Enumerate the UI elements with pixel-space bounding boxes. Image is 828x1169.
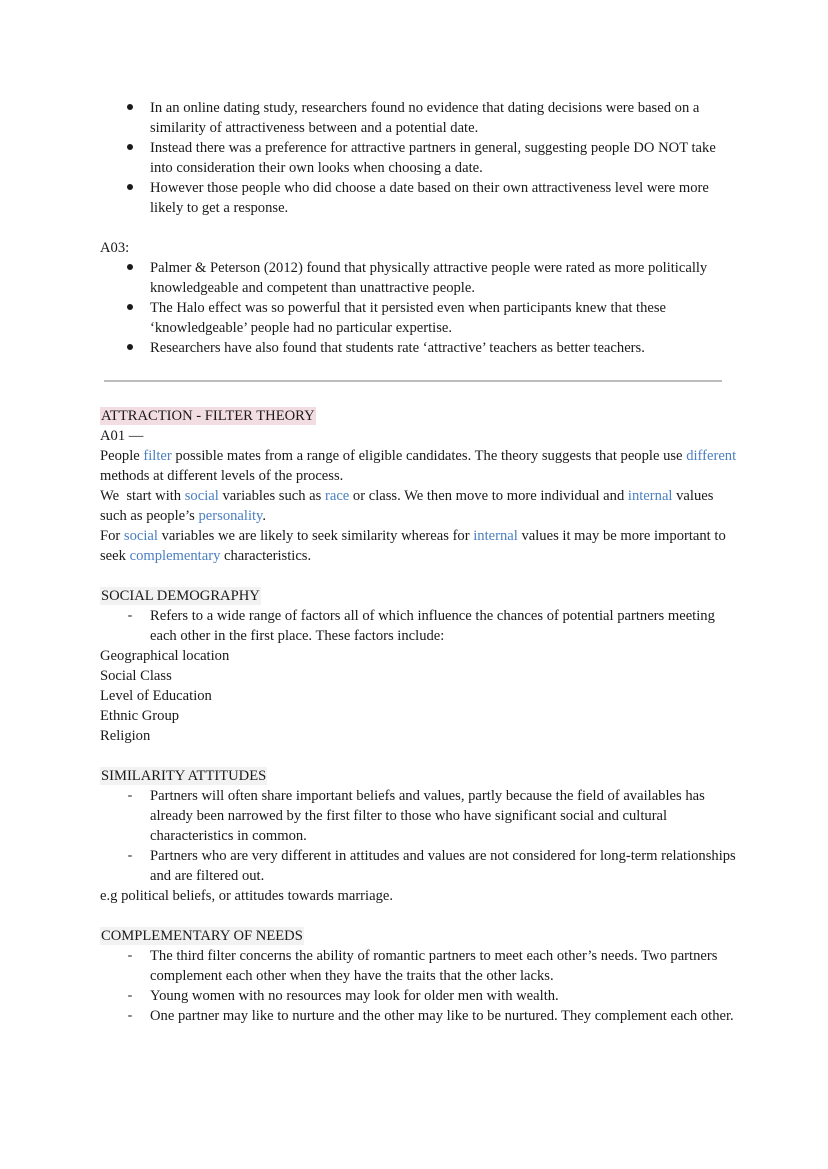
section-title-complementary-needs (100, 926, 740, 946)
factor-item: Religion (100, 728, 151, 744)
bullet-item (100, 298, 740, 338)
keyword-race: race (324, 488, 350, 504)
text-run: methods at different levels of the process. (100, 468, 344, 484)
complementary-needs-title: COMPLEMENTARY OF NEEDS (101, 928, 303, 944)
dash-item (100, 946, 740, 986)
ao3-bullets (100, 258, 740, 358)
dash-item (100, 846, 740, 886)
dash-text: Partners who are very different in attitudes and values are not considered for long-term relationships and are filtered out. (150, 848, 736, 884)
bullet-item (100, 338, 740, 358)
social-demography-bullets (100, 606, 740, 646)
online-dating-bullets (100, 98, 740, 218)
keyword-different: different (686, 448, 737, 464)
bullet-icon (124, 138, 136, 158)
dash-item (100, 1006, 740, 1026)
dash-text: The third filter concerns the ability of romantic partners to meet each other’s needs. Two partners complement each other when they have the traits that the other lacks. (150, 948, 718, 984)
dash-icon: - (127, 1008, 133, 1023)
document-page (100, 98, 740, 1026)
bullet-icon (124, 258, 136, 278)
filter-theory-paragraph-2 (100, 486, 740, 526)
text-run: values it may be more important to seek (100, 528, 726, 564)
text-run: or class. We then move to more individual and (349, 488, 628, 504)
keyword-social: social (123, 528, 158, 544)
filter-theory-title: ATTRACTION - FILTER THEORY (101, 408, 315, 424)
bullet-item (100, 138, 740, 178)
section-title-similarity-attitudes (100, 766, 740, 786)
factor-item: Ethnic Group (100, 708, 180, 724)
social-demography-title: SOCIAL DEMOGRAPHY (101, 588, 260, 604)
keyword-internal: internal (473, 528, 518, 544)
dash-icon: - (127, 848, 133, 863)
dash-text: One partner may like to nurture and the other may like to be nurtured. They complement each other. (150, 1008, 734, 1024)
filter-theory-paragraph-1 (100, 446, 740, 486)
similarity-attitudes-bullets (100, 786, 740, 886)
ao1-label: A01 — (100, 428, 144, 444)
bullet-text: Palmer & Peterson (2012) found that physically attractive people were rated as more politically knowledgeable and competent than unattractive people. (150, 260, 708, 296)
similarity-example: e.g political beliefs, or attitudes towards marriage. (100, 888, 393, 904)
text-run: characteristics. (220, 548, 312, 564)
dash-icon: - (127, 988, 133, 1003)
bullet-text: Researchers have also found that students rate ‘attractive’ teachers as better teachers. (150, 340, 645, 356)
complementary-needs-bullets (100, 946, 740, 1026)
bullet-item (100, 98, 740, 138)
ao3-label: A03: (100, 240, 130, 256)
text-run: People (100, 448, 144, 464)
bullet-item (100, 258, 740, 298)
text-run: values such as people’s (100, 488, 714, 524)
factor-item: Level of Education (100, 688, 212, 704)
similarity-attitudes-title: SIMILARITY ATTITUDES (101, 768, 267, 784)
bullet-text: Instead there was a preference for attractive partners in general, suggesting people DO NOT take into consideration their own looks when choosing a date. (150, 140, 716, 176)
keyword-social: social (184, 488, 219, 504)
factor-item: Geographical location (100, 648, 230, 664)
bullet-icon (124, 298, 136, 318)
dash-icon: - (127, 788, 133, 803)
dash-text: Refers to a wide range of factors all of which influence the chances of potential partners meeting each other in the first place. These factors include: (150, 608, 715, 644)
factor-item: Social Class (100, 668, 172, 684)
dash-item (100, 986, 740, 1006)
keyword-complementary: complementary (129, 548, 221, 564)
bullet-item (100, 178, 740, 218)
dash-icon: - (127, 948, 133, 963)
filter-theory-paragraph-3 (100, 526, 740, 566)
text-run: variables we are likely to seek similarity whereas for (157, 528, 474, 544)
dash-item (100, 606, 740, 646)
dash-icon: - (127, 608, 133, 623)
section-title-social-demography (100, 586, 740, 606)
dash-text: Young women with no resources may look for older men with wealth. (150, 988, 559, 1004)
bullet-text: The Halo effect was so powerful that it persisted even when participants knew that these ‘knowledgeable’ people had no particular expertise. (150, 300, 667, 336)
keyword-filter: filter (143, 448, 172, 464)
text-run: . (262, 508, 267, 524)
text-run: possible mates from a range of eligible candidates. The theory suggests that people use (171, 448, 687, 464)
horizontal-divider (104, 380, 722, 382)
factors-list (100, 646, 740, 746)
keyword-internal: internal (627, 488, 673, 504)
bullet-icon (124, 178, 136, 198)
text-run: For (100, 528, 124, 544)
dash-text: Partners will often share important beliefs and values, partly because the field of availables has already been narrowed by the first filter to those who have significant social and cultural characteristics in common. (150, 788, 705, 844)
section-title-filter-theory (100, 406, 740, 426)
bullet-icon (124, 338, 136, 358)
bullet-icon (124, 98, 136, 118)
bullet-text: However those people who did choose a date based on their own attractiveness level were more likely to get a response. (150, 180, 709, 216)
text-run: variables such as (218, 488, 325, 504)
text-run: We start with (100, 488, 185, 504)
keyword-personality: personality (198, 508, 263, 524)
bullet-text: In an online dating study, researchers found no evidence that dating decisions were based on a similarity of attractiveness between and a potential date. (150, 100, 700, 136)
dash-item (100, 786, 740, 846)
